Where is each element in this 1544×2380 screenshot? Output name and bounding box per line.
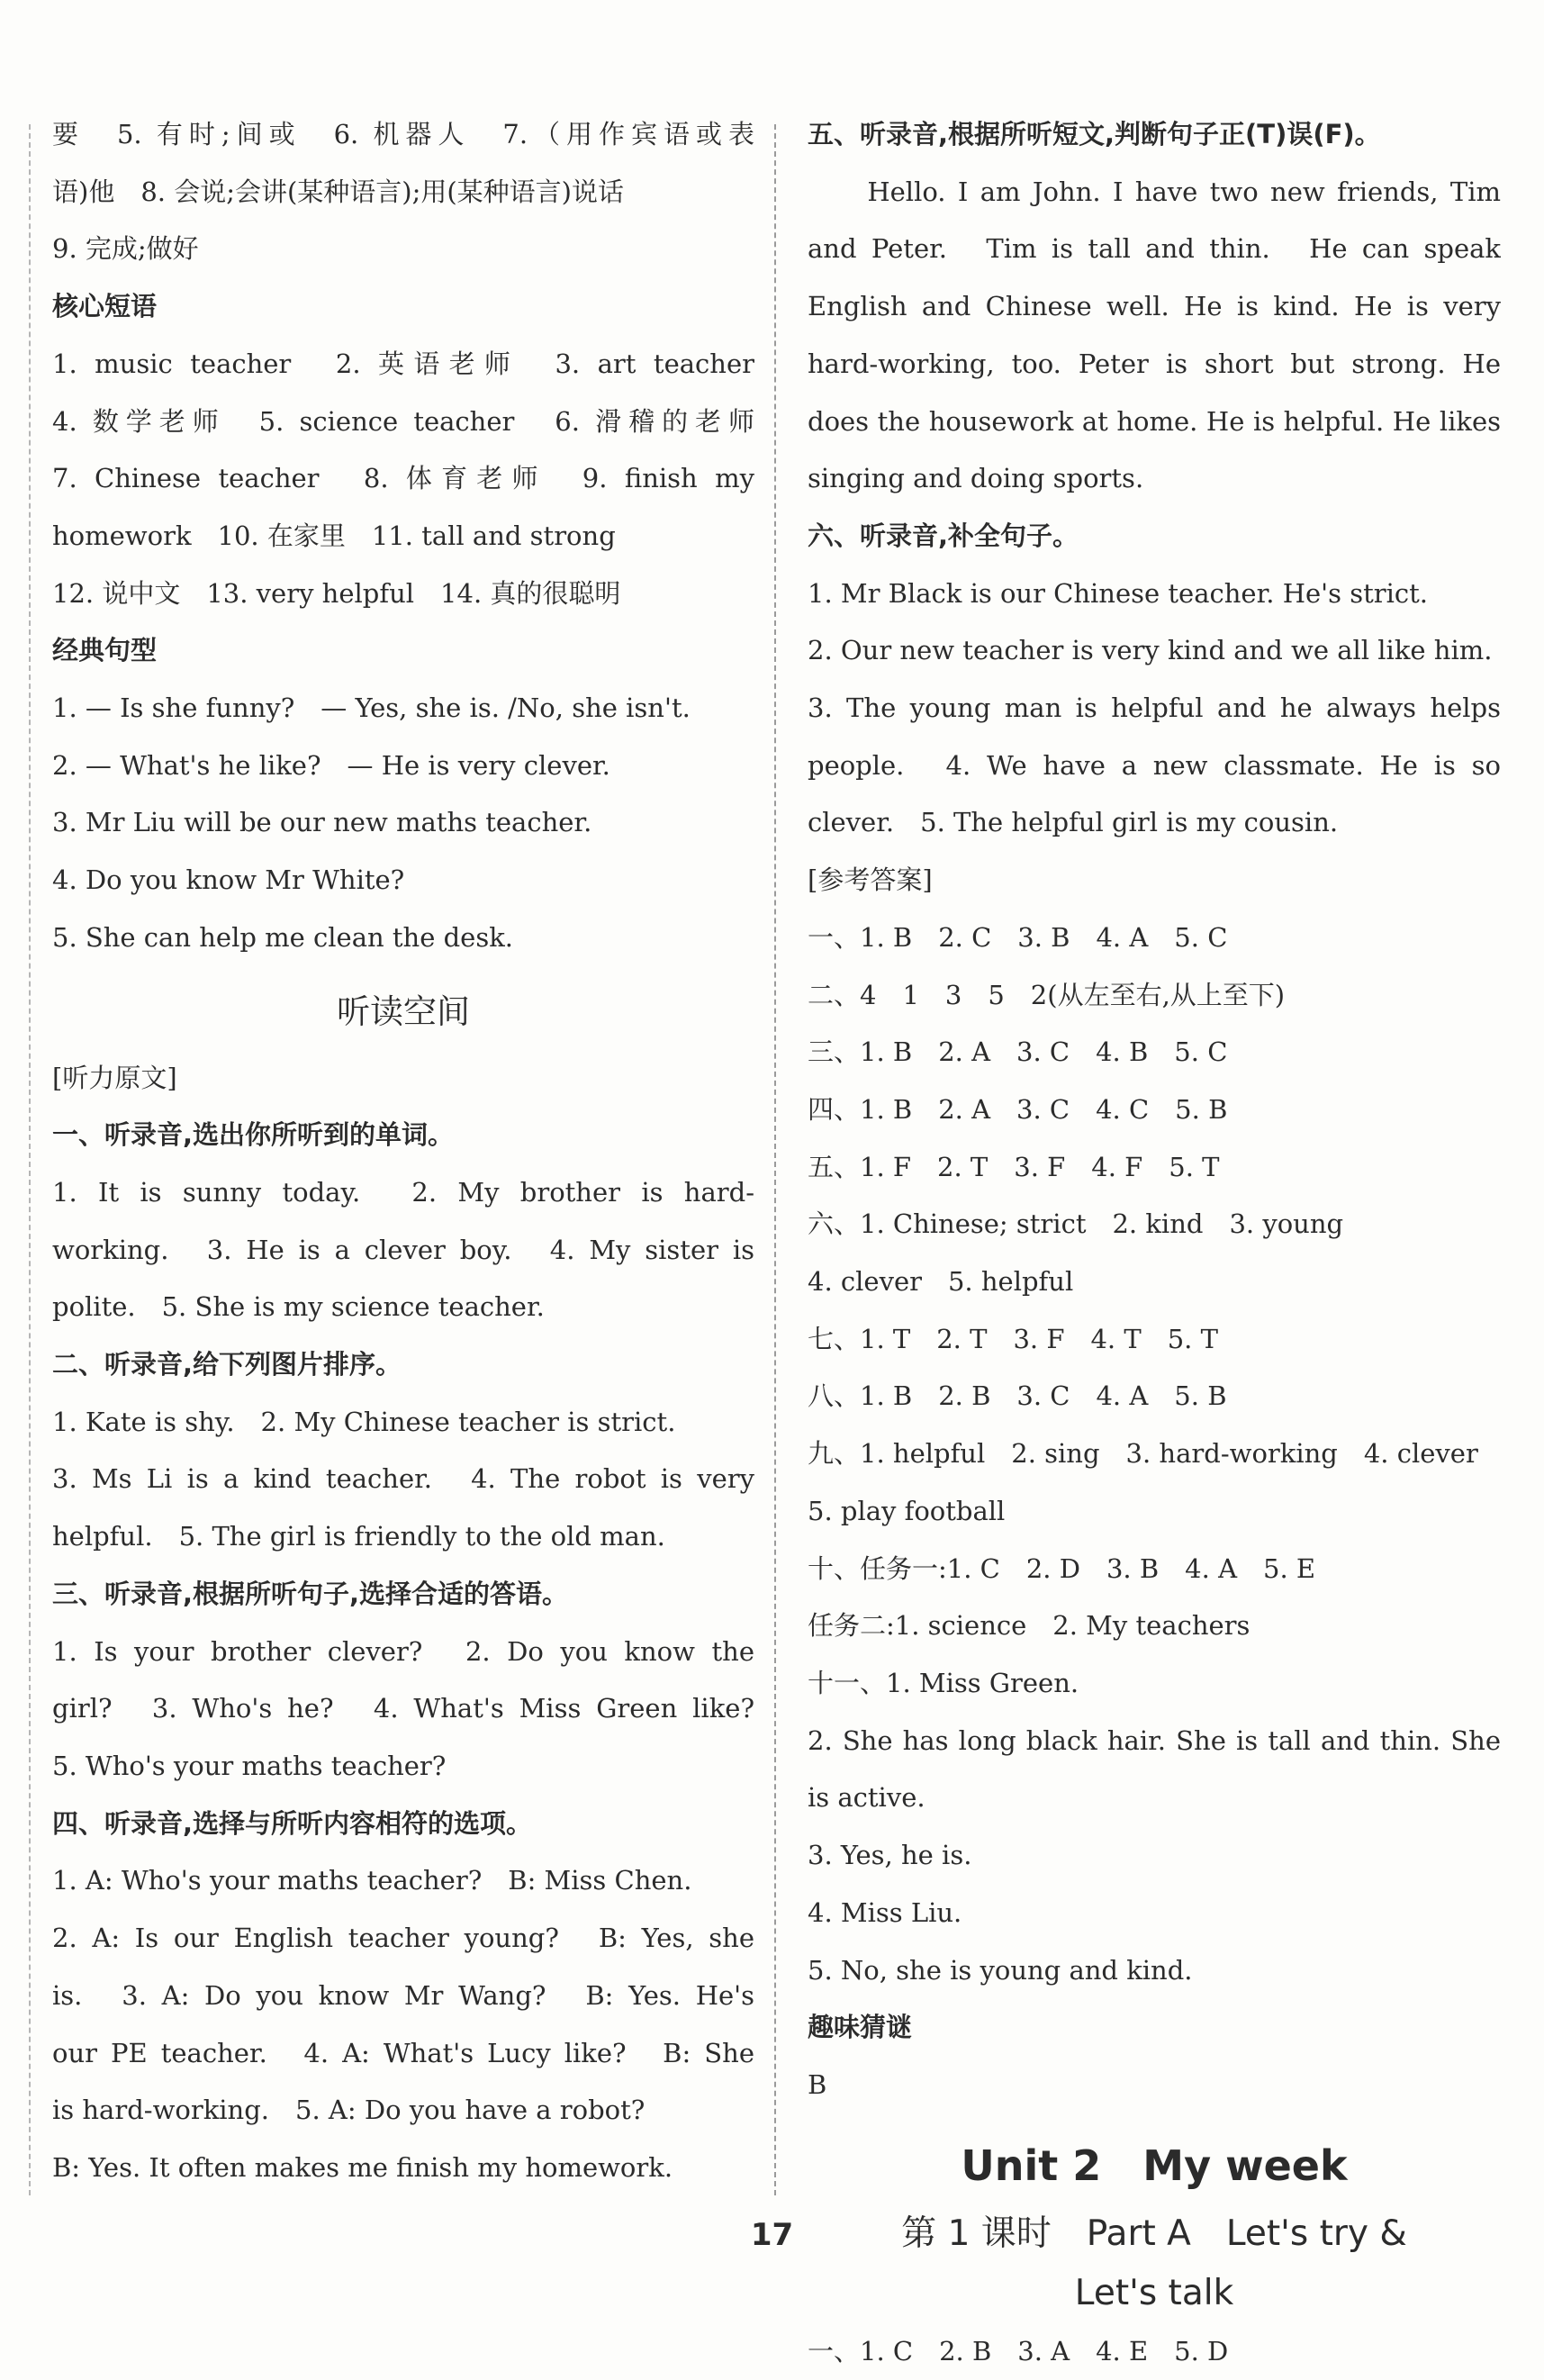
text-line: 五、1. F 2. T 3. F 4. F 5. T: [808, 1151, 1220, 1182]
listening-script-block: [52, 1050, 754, 2197]
text-line: 六、1. Chinese; strict 2. kind 3. young: [808, 1208, 1344, 1240]
text-line: [参考答案]: [808, 864, 933, 896]
text-line: polite. 5. She is my science teacher.: [52, 1291, 545, 1323]
left-margin-dashed-line: [29, 124, 31, 2195]
text-line: 5. She can help me clean the desk.: [52, 921, 513, 953]
section-heading-line: 四、听录音,选择与所听内容相符的选项。: [52, 1807, 533, 1839]
section-heading-line: 经典句型: [52, 635, 158, 666]
text-line: singing and doing sports.: [808, 463, 1144, 494]
text-line: 2. She has long black hair. She is tall and thin. She: [808, 1724, 1501, 1756]
text-line: homework 10. 在家里 11. tall and strong: [52, 520, 616, 551]
right-text-block: [808, 106, 1501, 2114]
text-line: Hello. I am John. I have two new friends, Tim: [808, 176, 1501, 207]
text-line: 九、1. helpful 2. sing 3. hard-working 4. clever: [808, 1438, 1478, 1470]
text-line: 4. clever 5. helpful: [808, 1266, 1074, 1298]
text-line: 十、任务一:1. C 2. D 3. B 4. A 5. E: [808, 1552, 1316, 1584]
text-line: hard-working, too. Peter is short but strong. He: [808, 348, 1501, 379]
text-line: 4. Do you know Mr White?: [52, 864, 405, 896]
text-line: 12. 说中文 13. very helpful 14. 真的很聪明: [52, 577, 621, 609]
text-line: English and Chinese well. He is kind. He is very: [808, 291, 1501, 322]
text-line: 1. It is sunny today. 2. My brother is hard-: [52, 1176, 754, 1208]
right-column: [808, 106, 1501, 2380]
text-line: is. 3. A: Do you know Mr Wang? B: Yes. He's: [52, 1979, 754, 2011]
lesson-title-line2: Let's talk: [1074, 2272, 1234, 2313]
text-line: 一、1. B 2. C 3. B 4. A 5. C: [808, 921, 1228, 953]
lesson-title-line1: 第 1 课时 Part A Let's try &: [901, 2213, 1407, 2254]
unit-title: Unit 2 My week: [961, 2140, 1348, 2190]
text-line: 1. music teacher 2. 英语老师 3. art teacher: [52, 348, 754, 379]
text-line: 5. Who's your maths teacher?: [52, 1750, 447, 1781]
text-line: 5. play football: [808, 1495, 1006, 1526]
page-number: 17: [750, 2217, 794, 2253]
text-line: [听力原文]: [52, 1062, 177, 1093]
text-line: 三、1. B 2. A 3. C 4. B 5. C: [808, 1036, 1228, 1068]
section-heading: 听读空间: [337, 991, 470, 1031]
text-line: and Peter. Tim is tall and thin. He can speak: [808, 233, 1501, 265]
text-line: our PE teacher. 4. A: What's Lucy like? B: She: [52, 2037, 754, 2068]
text-line: 七、1. T 2. T 3. F 4. T 5. T: [808, 1323, 1218, 1354]
text-line: 4. 数学老师 5. science teacher 6. 滑稽的老师: [52, 405, 754, 437]
section-heading-line: 六、听录音,补全句子。: [808, 520, 1079, 551]
text-line: 3. Yes, he is.: [808, 1840, 972, 1871]
text-line: 十一、1. Miss Green.: [808, 1667, 1079, 1698]
text-line: 二、4 1 3 5 2(从左至右,从上至下): [808, 979, 1286, 1010]
text-line: helpful. 5. The girl is friendly to the old man.: [52, 1521, 665, 1552]
text-line: 1. — Is she funny? — Yes, she is. /No, she isn't.: [52, 692, 691, 724]
left-text-block: [52, 106, 754, 967]
text-line: 1. Is your brother clever? 2. Do you know the: [52, 1635, 754, 1667]
text-line: working. 3. He is a clever boy. 4. My sister is: [52, 1234, 754, 1265]
text-line: 4. Miss Liu.: [808, 1896, 962, 1928]
section-heading-line: 核心短语: [52, 291, 158, 322]
text-line: 1. A: Who's your maths teacher? B: Miss Chen.: [52, 1865, 692, 1896]
left-column: [52, 106, 754, 2197]
text-line: 要 5. 有时;间或 6. 机器人 7.（用作宾语或表: [52, 119, 754, 149]
answer-line: 一、1. C 2. B 3. A 4. E 5. D: [808, 2335, 1229, 2366]
text-line: 语)他 8. 会说;会讲(某种语言);用(某种语言)说话: [52, 176, 624, 207]
section-heading-line: 趣味猜谜: [808, 2012, 913, 2043]
text-line: 9. 完成;做好: [52, 233, 199, 265]
text-line: 5. No, she is young and kind.: [808, 1954, 1193, 1986]
text-line: B: [808, 2068, 827, 2100]
text-line: 2. A: Is our English teacher young? B: Yes, she: [52, 1923, 754, 1954]
text-line: is active.: [808, 1782, 925, 1814]
text-line: girl? 3. Who's he? 4. What's Miss Green like?: [52, 1693, 754, 1724]
text-line: 3. Ms Li is a kind teacher. 4. The robot is very: [52, 1463, 754, 1495]
text-line: does the housework at home. He is helpful. He likes: [808, 405, 1501, 437]
section-heading-line: 一、听录音,选出你所听到的单词。: [52, 1119, 455, 1151]
text-line: 任务二:1. science 2. My teachers: [808, 1610, 1251, 1642]
text-line: 1. Kate is shy. 2. My Chinese teacher is strict.: [52, 1406, 676, 1437]
text-line: 四、1. B 2. A 3. C 4. C 5. B: [808, 1093, 1228, 1125]
section-heading-line: 三、听录音,根据所听句子,选择合适的答语。: [52, 1578, 569, 1609]
text-line: people. 4. We have a new classmate. He is so: [808, 749, 1501, 781]
section-heading-line: 二、听录音,给下列图片排序。: [52, 1349, 402, 1380]
text-line: 2. — What's he like? — He is very clever.: [52, 749, 610, 781]
section-heading-line: 五、听录音,根据所听短文,判断句子正(T)误(F)。: [808, 119, 1381, 149]
text-line: B: Yes. It often makes me finish my homework.: [52, 2151, 673, 2183]
text-line: 7. Chinese teacher 8. 体育老师 9. finish my: [52, 463, 754, 494]
text-line: clever. 5. The helpful girl is my cousin.: [808, 807, 1339, 838]
text-line: 1. Mr Black is our Chinese teacher. He's strict.: [808, 577, 1429, 609]
text-line: 2. Our new teacher is very kind and we all like him.: [808, 635, 1493, 666]
text-line: 3. The young man is helpful and he always helps: [808, 692, 1501, 724]
text-line: is hard-working. 5. A: Do you have a robot?: [52, 2095, 646, 2126]
text-line: 3. Mr Liu will be our new maths teacher.: [52, 807, 592, 838]
text-line: 八、1. B 2. B 3. C 4. A 5. B: [808, 1380, 1227, 1412]
column-divider: [774, 124, 776, 2195]
